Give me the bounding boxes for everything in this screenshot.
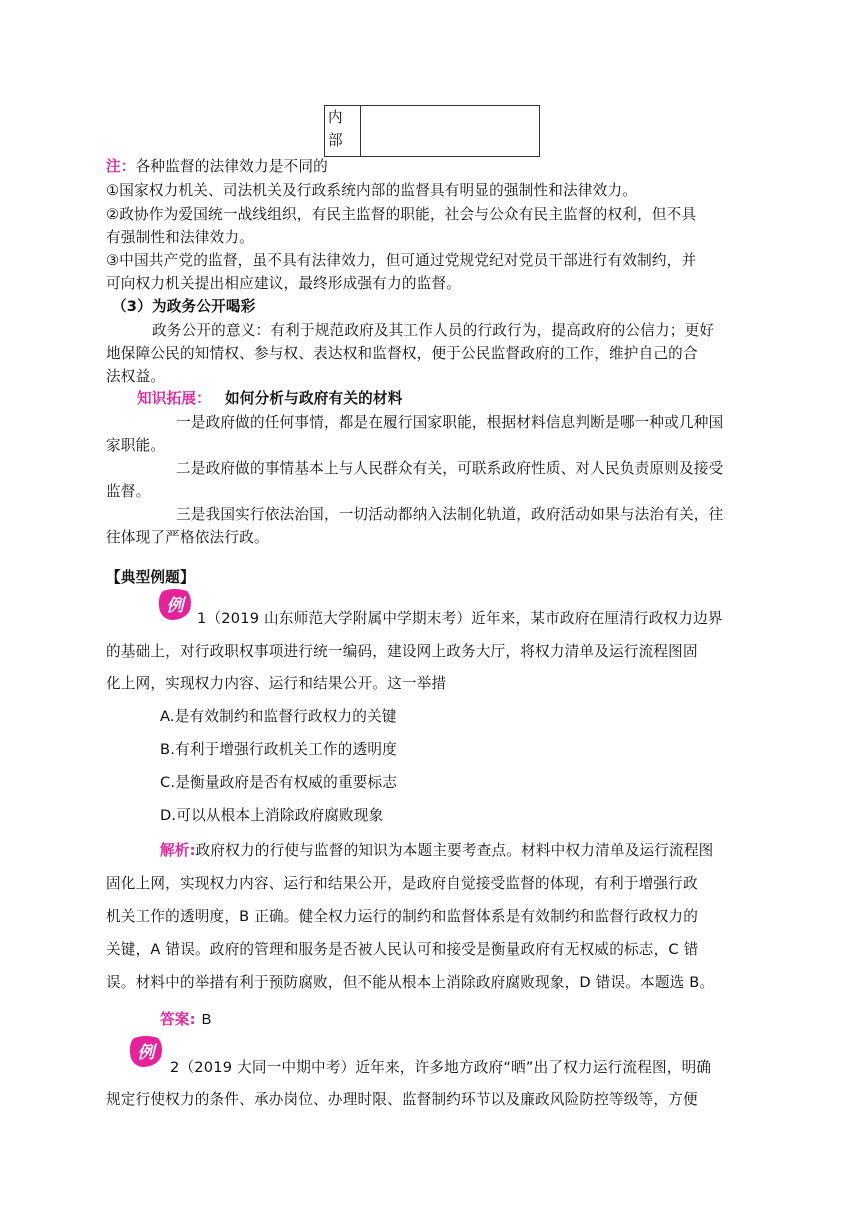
note-p1: ①国家权力机关、司法机关及行政系统内部的监督具有明显的强制性和法律效力。 — [106, 182, 638, 199]
example1-line1: 1（2019 山东师范大学附属中学期末考）近年来，某市政府在厘清行政权力边界 — [197, 610, 723, 627]
example1-option-a: A.是有效制约和监督行政权力的关键 — [160, 708, 397, 725]
example2-line1: 2（2019 大同一中期中考）近年来，许多地方政府“晒”出了权力运行流程图，明确 — [170, 1059, 712, 1076]
table-fragment — [324, 105, 540, 157]
example1-option-d: D.可以从根本上消除政府腐败现象 — [160, 807, 384, 824]
example1-line2: 的基础上，对行政职权事项进行统一编码，建设网上政务大厅，将权力清单及运行流程图固 — [106, 643, 698, 660]
analysis-line3: 机关工作的透明度，B 正确。健全权力运行的制约和监督体系是有效制约和监督行政权力的 — [106, 908, 699, 925]
extension-p1-line1: 一是政府做的任何事情，都是在履行国家职能，根据材料信息判断是哪一种或几种国 — [176, 414, 724, 431]
note-p3-line2: 可向权力机关提出相应建议，最终形成强有力的监督。 — [106, 275, 462, 292]
analysis-text-1: 政府权力的行使与监督的知识为本题主要考查点。材料中权力清单及运行流程图 — [195, 842, 714, 859]
example-badge-icon — [157, 588, 193, 622]
extension-p2-line1: 二是政府做的事情基本上与人民群众有关，可联系政府性质、对人民负责原则及接受 — [176, 460, 724, 477]
extension-p3-line2: 往体现了严格依法行政。 — [106, 529, 269, 546]
table-cell-line-1: 内 — [328, 109, 343, 126]
note-text: 各种监督的法律效力是不同的 — [135, 158, 328, 175]
badge-char: 例 — [166, 596, 184, 616]
note-p3-line1: ③中国共产党的监督，虽不具有法律效力，但可通过党规党纪对党员干部进行有效制约，并 — [106, 252, 697, 269]
answer-line — [160, 1009, 212, 1031]
note-p2-line2: 有强制性和法律效力。 — [106, 229, 254, 246]
example-badge-icon — [128, 1035, 164, 1069]
analysis-line2: 固化上网，实现权力内容、运行和结果公开，是政府自觉接受监督的体现，有利于增强行政 — [106, 875, 698, 892]
example1-option-c: C.是衡量政府是否有权威的重要标志 — [160, 774, 398, 791]
section3-line1: 政务公开的意义：有利于规范政府及其工作人员的行政行为，提高政府的公信力；更好 — [152, 322, 715, 339]
analysis-line4: 关键，A 错误。政府的管理和服务是否被人民认可和接受是衡量政府有无权威的标志，C 错 — [106, 941, 699, 958]
section3-line3: 法权益。 — [106, 368, 166, 385]
example1-option-b: B.有利于增强行政机关工作的透明度 — [160, 741, 397, 758]
section3-heading: （3）为政务公开喝彩 — [112, 298, 256, 315]
example1-line3: 化上网，实现权力内容、运行和结果公开。这一举措 — [106, 675, 447, 692]
note-line — [106, 156, 328, 178]
extension-p2-line2: 监督。 — [106, 483, 151, 500]
extension-title: 如何分析与政府有关的材料 — [224, 390, 403, 407]
section3-line2: 地保障公民的知情权、参与权、表达权和监督权，便于公民监督政府的工作，维护自己的合 — [106, 345, 698, 362]
examples-heading: 【典型例题】 — [106, 569, 195, 586]
table-cell-line-2: 部 — [328, 132, 343, 149]
analysis-line5: 误。材料中的举措有利于预防腐败，但不能从根本上消除政府腐败现象，D 错误。本题选 B。 — [106, 974, 715, 991]
analysis-line1 — [160, 840, 713, 862]
answer-label: 答案: — [160, 1011, 196, 1028]
extension-heading — [137, 388, 403, 410]
note-p2-line1: ②政协作为爱国统一战线组织，有民主监督的职能，社会与公众有民主监督的权利，但不具 — [106, 206, 697, 223]
example2-line2: 规定行使权力的条件、承办岗位、办理时限、监督制约环节以及廉政风险防控等级等，方便 — [106, 1091, 698, 1108]
analysis-label: 解析: — [160, 842, 196, 859]
extension-p3-line1: 三是我国实行依法治国，一切活动都纳入法制化轨道，政府活动如果与法治有关，往 — [176, 506, 724, 523]
extension-p1-line2: 家职能。 — [106, 437, 166, 454]
answer-value: B — [201, 1012, 212, 1028]
table-cell-empty — [361, 106, 540, 157]
badge-char: 例 — [137, 1043, 155, 1063]
note-label: 注： — [106, 158, 136, 175]
table-cell-label — [325, 106, 361, 157]
extension-label: 知识拓展： — [137, 390, 211, 407]
